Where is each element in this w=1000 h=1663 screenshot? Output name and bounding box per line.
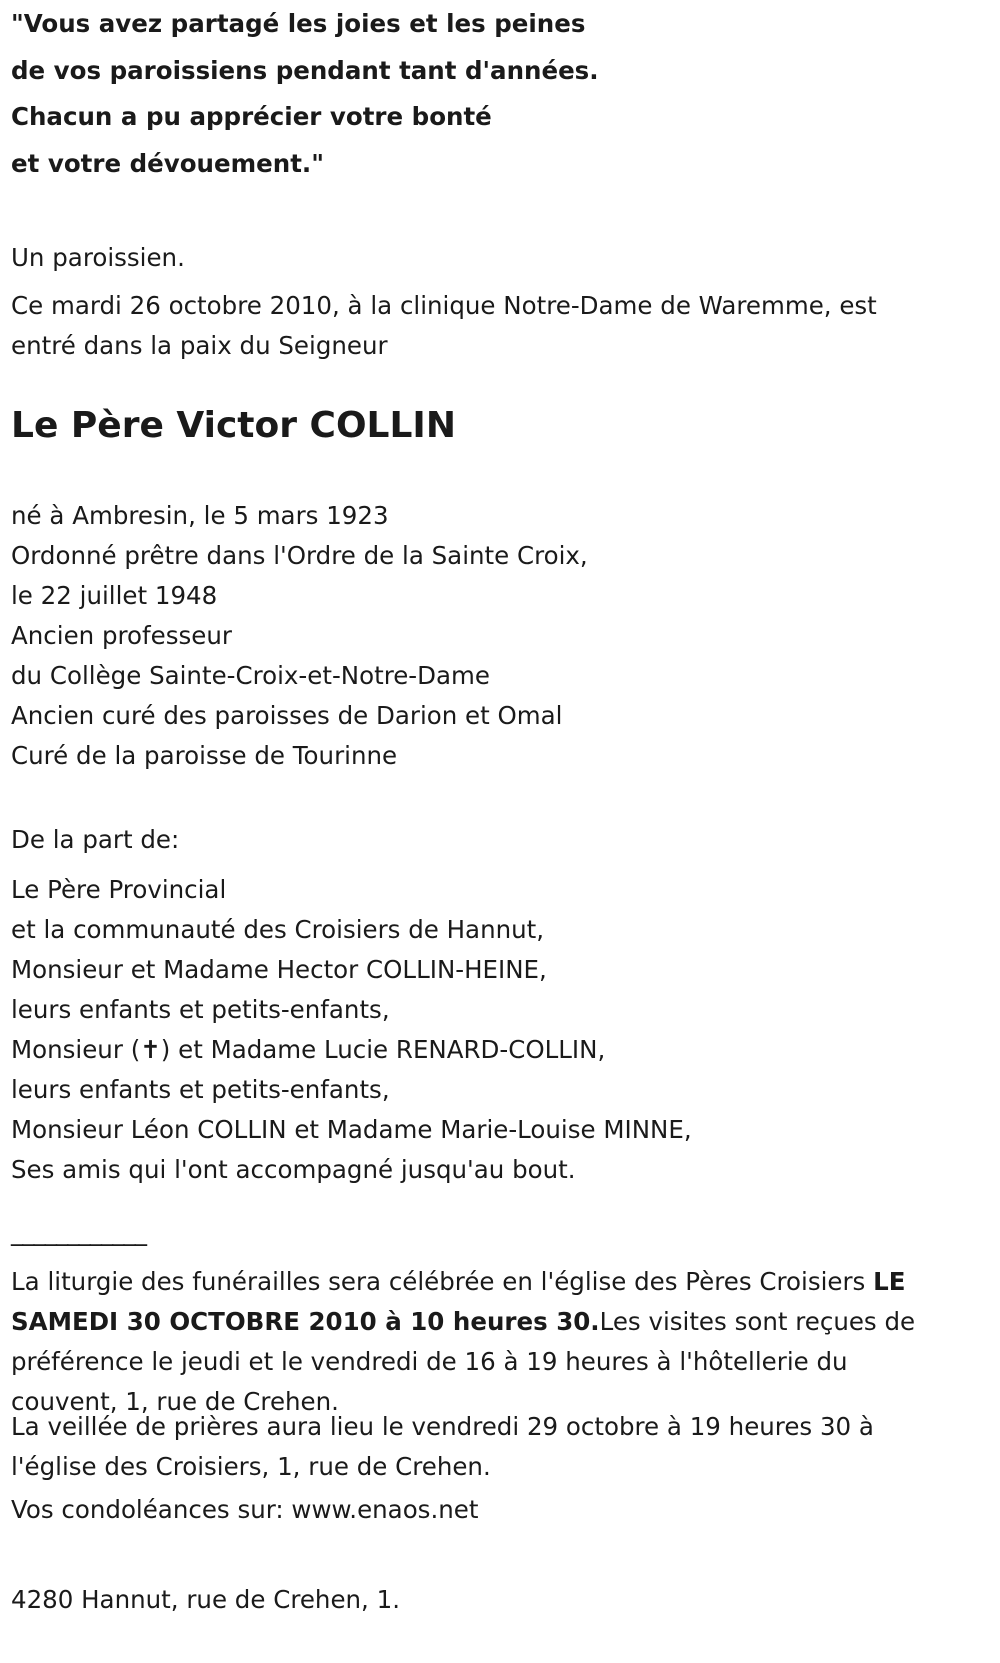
funeral-line: couvent, 1, rue de Crehen. <box>11 1387 339 1416</box>
bio-line: Ordonné prêtre dans l'Ordre de la Sainte Croix, <box>11 541 588 570</box>
bio-line: né à Ambresin, le 5 mars 1923 <box>11 501 389 530</box>
from-label: De la part de: <box>11 825 180 854</box>
family-line: Ses amis qui l'ont accompagné jusqu'au bout. <box>11 1155 576 1184</box>
family-line: Monsieur Léon COLLIN et Madame Marie-Louise MINNE, <box>11 1115 692 1144</box>
family-line: Monsieur et Madame Hector COLLIN-HEINE, <box>11 955 547 984</box>
family-list <box>11 870 692 1190</box>
family-line: Le Père Provincial <box>11 875 227 904</box>
funeral-details <box>11 1262 986 1422</box>
vigil-line: La veillée de prières aura lieu le vendredi 29 octobre à 19 heures 30 à <box>11 1412 874 1441</box>
quote-line: Chacun a pu apprécier votre bonté <box>11 102 492 132</box>
family-line: leurs enfants et petits-enfants, <box>11 1075 390 1104</box>
bio-line: Curé de la paroisse de Tourinne <box>11 741 398 770</box>
death-announcement <box>11 286 877 366</box>
funeral-text: Les visites sont reçues de <box>599 1307 916 1336</box>
biography <box>11 496 588 776</box>
bio-line: Ancien professeur <box>11 621 232 650</box>
bio-line: le 22 juillet 1948 <box>11 581 218 610</box>
family-line: leurs enfants et petits-enfants, <box>11 995 390 1024</box>
funeral-line <box>11 1302 986 1342</box>
family-line: et la communauté des Croisiers de Hannut, <box>11 915 545 944</box>
vigil-details <box>11 1407 986 1487</box>
bio-line: Ancien curé des paroisses de Darion et Omal <box>11 701 563 730</box>
condolences-info: Vos condoléances sur: www.enaos.net <box>11 1495 479 1524</box>
quote-signature: Un paroissien. <box>11 243 185 272</box>
quote-line: et votre dévouement." <box>11 149 324 179</box>
family-line: Monsieur (✝) et Madame Lucie RENARD-COLLIN, <box>11 1035 606 1064</box>
quote-line: de vos paroissiens pendant tant d'années. <box>11 55 599 85</box>
opening-quote <box>11 1 599 188</box>
funeral-date-emphasis: SAMEDI 30 OCTOBRE 2010 à 10 heures 30. <box>11 1307 600 1336</box>
funeral-text: La liturgie des funérailles sera célébrée en l'église des Pères Croisiers <box>11 1267 874 1296</box>
funeral-date-emphasis: LE <box>873 1267 906 1296</box>
bio-line: du Collège Sainte-Croix-et-Notre-Dame <box>11 661 490 690</box>
quote-line: "Vous avez partagé les joies et les peines <box>11 9 586 38</box>
vigil-line: l'église des Croisiers, 1, rue de Crehen. <box>11 1452 491 1481</box>
funeral-line: préférence le jeudi et le vendredi de 16 à 19 heures à l'hôtellerie du <box>11 1347 848 1376</box>
announcement-line: Ce mardi 26 octobre 2010, à la clinique Notre-Dame de Waremme, est <box>11 291 877 320</box>
announcement-line: entré dans la paix du Seigneur <box>11 331 388 360</box>
section-separator: ____________ <box>11 1217 146 1246</box>
deceased-name: Le Père Victor COLLIN <box>11 405 456 446</box>
address: 4280 Hannut, rue de Crehen, 1. <box>11 1585 401 1614</box>
funeral-line <box>11 1262 986 1302</box>
